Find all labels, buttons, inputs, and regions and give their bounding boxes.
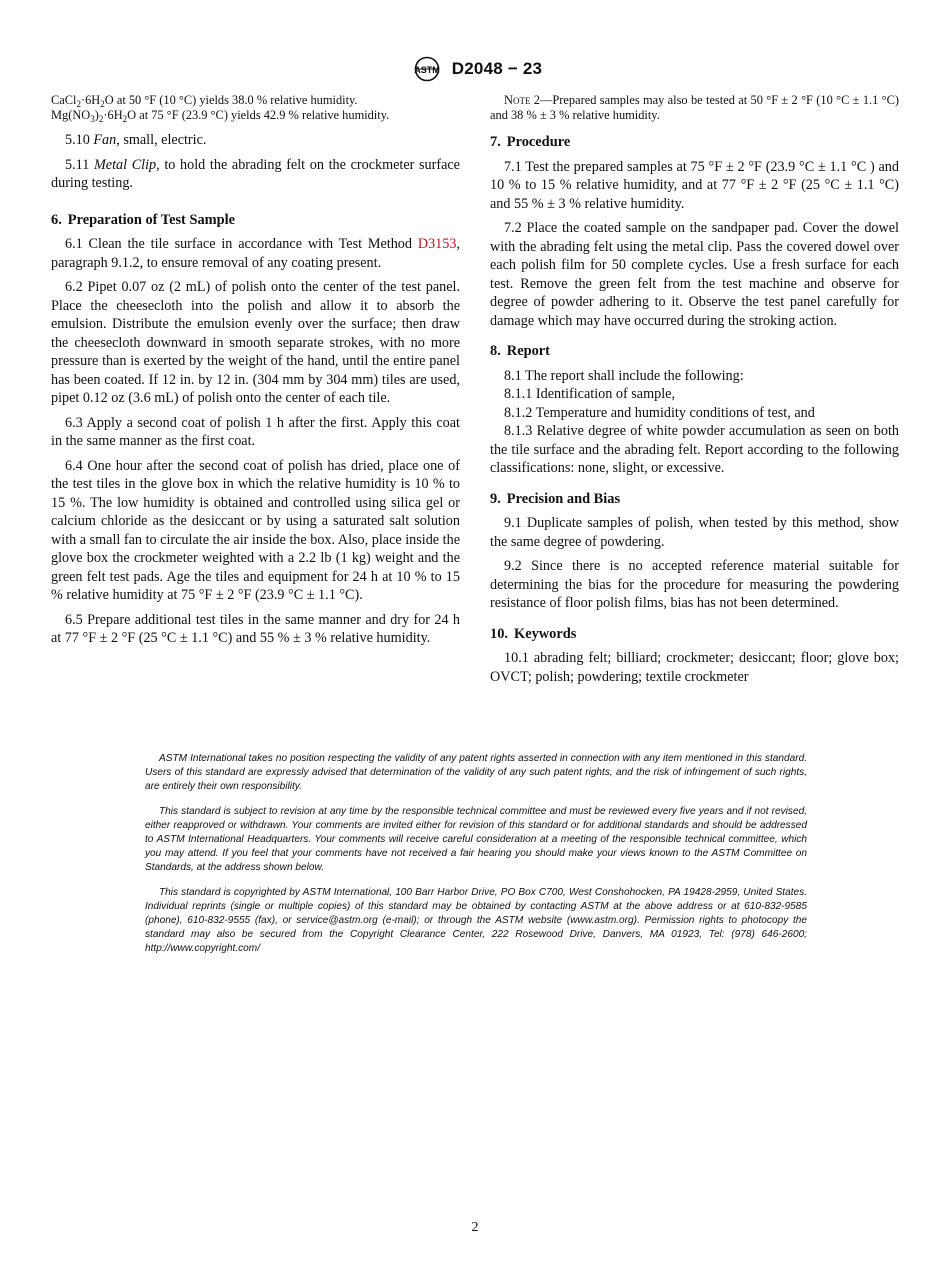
paragraph-8-1: 8.1 The report shall include the following: (504, 367, 744, 384)
salt-calcium-chloride: $CaCl_2\cdot 6H_2O$ at 50 °F (10 °C) yields 38.0 % relative humidity. (51, 93, 358, 109)
section-6-heading: 6. Preparation of Test Sample (51, 211, 236, 228)
paragraph-8-1-1: 8.1.1 Identification of sample, (504, 386, 675, 402)
paragraph-7-2: 7.2 Place the coated sample on the sandpaper pad. Cover the dowel with the abrading felt using the metal clip. Pass the covered dowel over each polish film for 50 complete cycles. Use a fresh surface for each test. Remove the green felt from the test machine and observe for degree of powder adhering to it. Observe the test panel carefully for damage which may have occurred during the stroking action. (490, 220, 899, 329)
logo-text: ASTM (414, 65, 440, 75)
footer-patent-notice: ASTM International takes no position respecting the validity of any patent rights asserted in connection with any item mentioned in this standard. Users of this standard are expressly advised that determination of the validity of any such patent rights, and the risk of infringement of such rights, are entirely their own responsibility. (145, 753, 807, 792)
paragraph-6-4: 6.4 One hour after the second coat of polish has dried, place one of the test tiles in the glove box in which the relative humidity is 10 % to 15 %. The low humidity is obtained and controlled using silica gel or calcium chloride as the desiccant or by using a saturated salt solution with a small fan to circulate the air inside the box. Also, place inside the glove box the crockmeter weighted with a 2.2 lb (1 kg) weight and the green felt test pads. Age the tiles and equipment for 24 h at 10 % to 15 % relative humidity at 75 °F ± 2 °F (23.9 °C ± 1.1 °C). (51, 457, 460, 603)
page-number: 2 (471, 1220, 479, 1235)
left-column (51, 93, 460, 654)
astm-logo-icon (408, 56, 446, 82)
right-column (490, 93, 899, 692)
salt-magnesium-nitrate: $Mg(NO_3)_2\cdot 6H_2O$ at 75 °F (23.9 °C) yields 42.9 % relative humidity. (51, 108, 390, 124)
paragraph-7-1: 7.1 Test the prepared samples at 75 °F ± 2 °F (23.9 °C ± 1.1 °C ) and 10 % to 15 % relative humidity, and at 77 °F ± 2 °F (25 °C ± 1.1 °C) and 55 % ± 3 % relative humidity. (490, 158, 899, 212)
section-8-heading: 8. Report (490, 343, 550, 359)
d3153-link[interactable]: D3153 (417, 236, 457, 252)
note-2: Note 2—Prepared samples may also be tested at 50 °F ± 2 °F (10 °C ± 1.1 °C) and 38 % ± 3 % relative humidity. (490, 93, 899, 122)
paragraph-5-10: 5.10 Fan, small, electric. (65, 132, 207, 148)
paragraph-8-1-2: 8.1.2 Temperature and humidity conditions of test, and (504, 404, 815, 421)
paragraph-9-1: 9.1 Duplicate samples of polish, when tested by this method, show the same degree of powdering. (490, 515, 899, 550)
page-header (0, 56, 950, 82)
paragraph-6-3: 6.3 Apply a second coat of polish 1 h after the first. Apply this coat in the same manner as the first coat. (51, 414, 460, 449)
paragraph-6-2: 6.2 Pipet 0.07 oz (2 mL) of polish onto the center of the test panel. Place the cheesecloth into the polish and allow it to absorb the emulsion. Distribute the emulsion evenly over the surface; then draw the cheesecloth downward in smooth separate strokes, with no more pressure than is exerted by the weight of the hand, until the entire panel has been coated. If 12 in. by 12 in. (304 mm by 304 mm) tiles are used, pipet 0.12 oz (3.6 mL) of polish onto the center of each tile. (51, 279, 460, 406)
section-9-heading: 9. Precision and Bias (490, 490, 621, 507)
section-7-heading: 7. Procedure (490, 134, 571, 150)
footer-copyright-notice: This standard is copyrighted by ASTM International, 100 Barr Harbor Drive, PO Box C700, West Conshohocken, PA 19428-2959, United States. Individual reprints (single or multiple copies) of this standard may be obtained by contacting ASTM at the above address or at 610-832-9585 (phone), 610-832-9555 (fax), or service@astm.org (e-mail); or through the ASTM website (www.astm.org). Permission rights to photocopy the standard may also be secured from the Copyright Clearance Center, 222 Rosewood Drive, Danvers, MA 01923, Tel: (978) 646-2600; http://www.copyright.com/ (145, 887, 807, 954)
section-10-heading: 10. Keywords (490, 625, 577, 642)
footer-notices (145, 752, 807, 967)
designation: D2048 − 23 (451, 59, 543, 78)
paragraph-9-2: 9.2 Since there is no accepted reference material suitable for determining the bias for the procedure for measuring the powdering resistance of floor polish films, bias has not been determined. (490, 558, 899, 611)
salt-solutions (51, 93, 460, 123)
paragraph-10-1: 10.1 abrading felt; billiard; crockmeter; desiccant; floor; glove box; OVCT; polish; powdering; textile crockmeter (490, 650, 899, 685)
paragraph-8-1-3: 8.1.3 Relative degree of white powder accumulation as seen on both the tile surface and the abrading felt. Report according to the following classifications: none, slight, or excessive. (490, 423, 899, 476)
paragraph-6-5: 6.5 Prepare additional test tiles in the same manner and dry for 24 h at 77 °F ± 2 °F (25 °C ± 1.1 °C) and 55 % ± 3 % relative humidity. (51, 611, 460, 646)
paragraph-5-11: 5.11 Metal Clip, to hold the abrading felt on the crockmeter surface during testing. (51, 156, 460, 191)
paragraph-6-1: 6.1 Clean the tile surface in accordance with Test Method D3153, paragraph 9.1.2, to ensure removal of any coating present. (51, 236, 460, 271)
note-label: Note 2 (504, 93, 540, 107)
footer-revision-notice: This standard is subject to revision at any time by the responsible technical committee and must be reviewed every five years and if not revised, either reapproved or withdrawn. Your comments are invited either for revision of this standard or for additional standards and should be addressed to ASTM International Headquarters. Your comments will receive careful consideration at a meeting of the responsible technical committee, which you may attend. If you feel that your comments have not received a fair hearing you should make your views known to the ASTM Committee on Standards, at the address shown below. (145, 806, 807, 873)
